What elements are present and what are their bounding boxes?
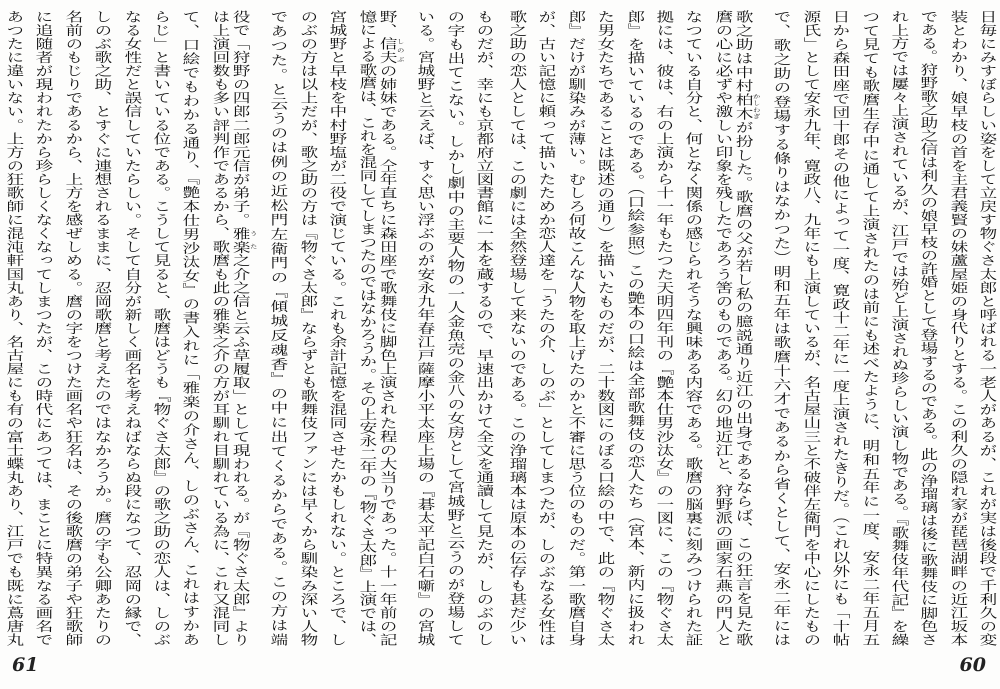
text-column: は上演回数も多い評判作であるから、歌麿も此の雅楽之介の方が耳馴れ目馴れている為に、これ又混同し bbox=[208, 10, 229, 646]
text-column: に追随者が現われたから珍らしくなくなってしまつたが、この時代にあつては、まことに特異なる画名で bbox=[31, 10, 53, 646]
text-column: しのぶ歌之助、とすぐに連想されるままに、忍岡歌麿と考えたのではなかろうか。麿の字も公卿あたりの bbox=[90, 10, 111, 646]
text-column: 日毎にみすぼらしい姿をして立戻す物ぐさ太郎と呼ばれる一老人があるが、これが実は後段で千利久の変 bbox=[975, 10, 996, 646]
text-column: のぶの方は以上だが、歌之助の方は『物ぐさ太郎』ならずとも歌舞伎ファンには早くから馴染み深い人物 bbox=[296, 10, 317, 646]
text-column: らじ」と書いている位である。こうして見ると、歌麿はどうも『物ぐさ太郎』の歌之助の恋人は、しのぶ bbox=[149, 10, 170, 646]
text-column: 名前のもじりであるから、上方を感ぜしめる。麿の字をつけた画名や狂名は、その後歌麿の弟子や狂歌師 bbox=[61, 10, 82, 646]
text-column: ものだが、幸にも京都府立図書館に一本を蔵するので、早速出かけて全文を通讀して見たが、しのぶのし bbox=[472, 10, 493, 646]
text-column: が、古い記憶に頼って描いたためか恋人達を「うたの介、しのぶ」としてしまつたが、しのぶなる女性は bbox=[534, 10, 556, 646]
text-column: れ上方では屢々上演されているが、江戸では殆ど上演されぬ珍らしい演し物である。『歌舞伎年代記』を繰 bbox=[887, 10, 908, 646]
text-column: 役で「狩野の四郎二郎元信が弟子。雅楽 うた之介之信と云ふ草履取」として現われる。が『物ぐさ太郎』より bbox=[228, 10, 257, 647]
text-column: つて見ても歌麿生存中に通して上演されたのは前にも述べたように、明和五年に一度、安永二年五月五 bbox=[858, 10, 879, 646]
text-column: 郎』を描いているのである。（口絵参照）この艶本の口絵は全部歌舞伎の恋人たち（宮本、新内に扱われ bbox=[623, 10, 644, 646]
text-column: 日から森田座で団十郎その他によって一度、寛政十二年に一度上演されたきりだ。（これ以外にも「十帖 bbox=[828, 10, 849, 646]
text-column: 宮城野と早枝を中村野塩が二役で演じている。これも余計記憶を混同させたかもしれない。ところで、し bbox=[325, 10, 346, 646]
text-column: た男女たちであることは既述の通り）を描いたものだが、二十数図にのぼる口絵の中で、此の『物ぐさ太 bbox=[593, 10, 614, 646]
text-column: 源氏」として安永九年、寛政八、九年にも上演しているが、名古屋山三と不破伴左衛門を中心にしたもの bbox=[799, 10, 820, 646]
page-text-block bbox=[505, 10, 996, 648]
text-column: 拠には、彼は、右の上演から十一年もたつた天明四年刊の『艶本仕男沙汰女』の一図に、この『物ぐさ太 bbox=[652, 10, 673, 646]
text-column: 野、信夫 しのぶの姉妹である。仝年直ちに森田座で歌舞伎に脚色上演された程の大当りであった。十一年前の記 bbox=[375, 10, 404, 647]
text-column: 装とわかり、娘早枝の首を主君義賢の妹蘆屋姫の身代りとする。この利久の隠れ家が琵琶湖畔の近江坂本 bbox=[946, 10, 967, 646]
text-column: であつた。と云うのは例の近松門左衛門の『傾城反魂香』の中に出てくるからである。この方は端 bbox=[266, 10, 288, 646]
text-column: なる女性だと誤信していたらしい。そして自分が新しく画名を考えねばならぬ段になつて、忍岡の縁で、 bbox=[120, 10, 141, 646]
text-column: 憶による歌麿は、これを混同してしまつたのではなかろうか。その上安永二年の『物ぐさ太郎』上演では、 bbox=[355, 10, 376, 646]
text-column: で、歌之助の登場する條りはなかつた）明和五年は歌麿十六才であるから省くとして、安永二年には bbox=[769, 10, 791, 646]
page-number: 61 bbox=[12, 654, 39, 676]
text-column: 麿の心に必ずや激しい印象を残したであろう筈のものである。幻の地近江と、狩野派の画家石燕の門人と bbox=[711, 10, 732, 646]
text-column: 郎』だけが馴染みが薄い。むしろ何故こんな人物を取上げたのかと不審に思う位のものだ。第一歌麿自身 bbox=[564, 10, 585, 646]
page-number: 60 bbox=[959, 654, 986, 676]
text-column: 歌之助の恋人としては、この劇には全然登場して来ないのである。この浄瑠璃本は原本の伝存も甚だ少い bbox=[505, 10, 526, 646]
page-right bbox=[500, 0, 1000, 689]
text-column: である。狩野歌之助之信は利久の娘早枝の許婚として登場するのである。此の浄瑠璃は後に歌舞伎に脚色さ bbox=[916, 10, 938, 646]
text-column: いる。宮城野と云えば、すぐ思い浮ぶのが安永九年春江戸薩摩小平太座上場の『碁太平記白石噺』の宮城 bbox=[413, 10, 435, 647]
text-column: なつている自分と、何となく関係の感じられそうな興味ある内容である。歌麿の脳裏に刻みつけられた証 bbox=[681, 10, 703, 646]
text-column: 歌之助は中村柏木 かしわぎが扮した。歌麿の父が若し私の臆説通り近江の出身であるならば、この狂言を見た歌 bbox=[731, 10, 760, 647]
text-column: あつたに違いない。上方の狂歌師に混沌軒国丸あり、名古屋にも有の富士蝶丸あり、江戸でも既に蔦唐丸 bbox=[2, 10, 23, 646]
text-column: の字も出てこない。しかし劇中の主要人物の一人金魚売の金八の女房として宮城野と云うのが登場して bbox=[443, 10, 464, 646]
page-text-block bbox=[2, 10, 493, 648]
text-column: て、口絵でもわかる通り、『艶本仕男沙汰女』の書入れに「雅楽の介さん、しのぶさん、これはすかあ bbox=[178, 10, 200, 647]
